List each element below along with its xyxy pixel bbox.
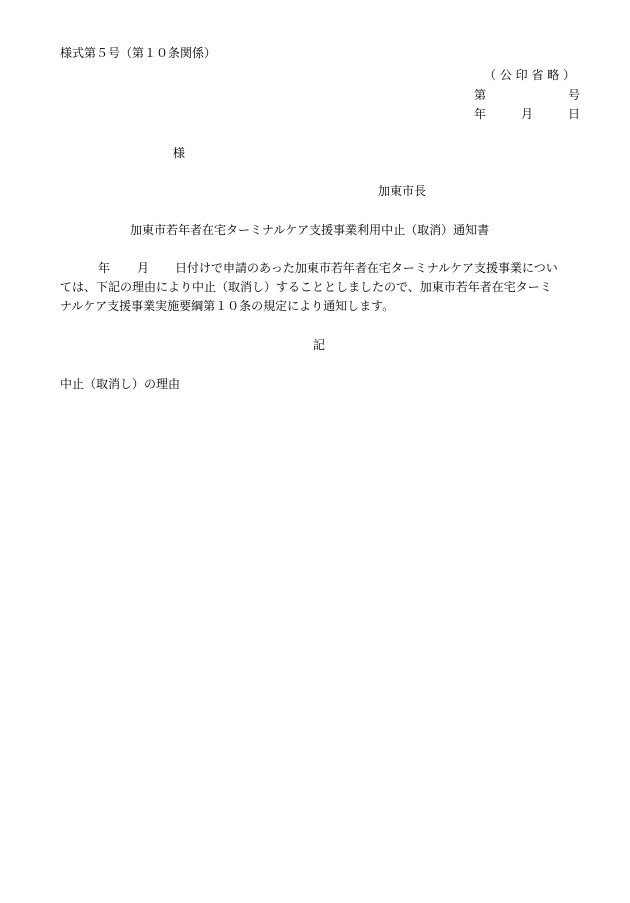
- ki-heading: 記: [313, 338, 326, 352]
- sender-name: 加東市長: [378, 184, 427, 198]
- body-line-3: ナルケア支援事業実施要綱第１０条の規定により通知します。: [60, 299, 395, 313]
- document-title: 加東市若年者在宅ターミナルケア支援事業利用中止（取消）通知書: [130, 223, 490, 237]
- number-prefix: 第: [474, 88, 487, 102]
- date-day-label: 日: [568, 107, 581, 121]
- addressee-suffix: 様: [173, 146, 186, 160]
- body-month-label: 月: [137, 261, 150, 275]
- body-line-1-text: 日付けで申請のあった加東市若年者在宅ターミナルケア支援事業につい: [175, 261, 558, 275]
- seal-omitted-note: （ 公 印 省 略 ）: [484, 68, 576, 82]
- date-year-label: 年: [474, 107, 487, 121]
- date-month-label: 月: [521, 107, 534, 121]
- number-suffix: 号: [568, 88, 581, 102]
- body-year-label: 年: [98, 261, 111, 275]
- form-number: 様式第５号（第１０条関係）: [60, 46, 217, 60]
- reason-label: 中止（取消し）の理由: [60, 377, 181, 391]
- body-line-2: ては、下記の理由により中止（取消し）することとしましたので、加東市若年者在宅ターミ: [60, 280, 552, 294]
